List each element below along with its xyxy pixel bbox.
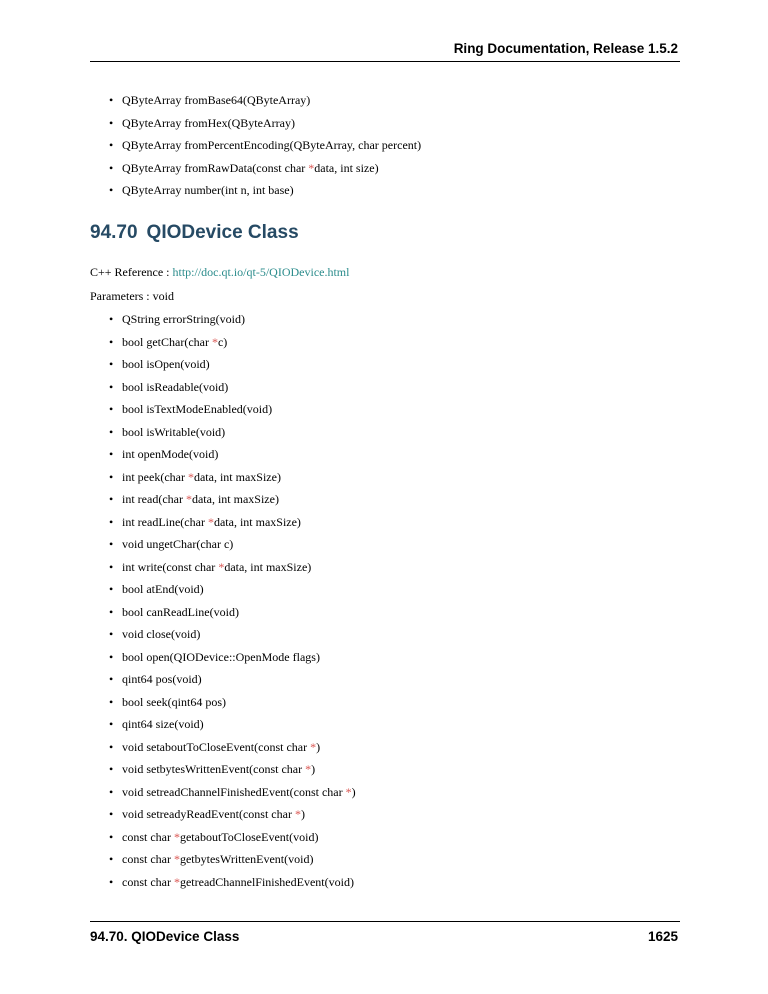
bullet-icon: • <box>109 469 114 484</box>
list-item <box>109 376 356 399</box>
list-item <box>109 533 356 556</box>
pointer-star: * <box>173 829 180 844</box>
cpp-reference-line <box>90 265 349 280</box>
list-item <box>109 89 421 112</box>
list-item <box>109 623 356 646</box>
item-text: int write(const char <box>122 559 219 574</box>
list-item <box>109 556 356 579</box>
item-text: QByteArray number(int n, int base) <box>122 183 294 197</box>
item-text: bool open(QIODevice::OpenMode flags) <box>122 649 320 664</box>
item-text: int read(char <box>122 492 186 506</box>
item-text: bool isReadable(void) <box>122 379 229 394</box>
item-text: bool isTextModeEnabled(void) <box>122 402 273 416</box>
item-text: const char <box>122 852 174 866</box>
bullet-icon: • <box>109 424 114 439</box>
list-item <box>109 758 356 781</box>
bullet-icon: • <box>109 138 114 152</box>
list-item <box>109 668 356 691</box>
item-text: QByteArray fromBase64(QByteArray) <box>122 93 311 107</box>
item-text: const char <box>122 829 174 844</box>
section-number: 94.70 <box>90 222 138 243</box>
list-item <box>109 826 356 849</box>
pointer-star: * <box>187 469 194 484</box>
pointer-star: * <box>308 160 315 175</box>
bullet-icon: • <box>109 357 114 371</box>
item-text: void setreadyReadEvent(const char <box>122 807 295 821</box>
list-item <box>109 353 356 376</box>
item-text: QByteArray fromHex(QByteArray) <box>122 115 295 130</box>
list-item <box>109 691 356 714</box>
bullet-icon: • <box>109 784 114 799</box>
method-list <box>109 308 356 893</box>
bullet-icon: • <box>109 807 114 821</box>
list-item <box>109 308 356 331</box>
pointer-star: * <box>218 559 225 574</box>
list-item <box>109 179 421 202</box>
bullet-icon: • <box>109 334 114 349</box>
item-text-tail: ) <box>300 807 305 821</box>
list-item <box>109 848 356 871</box>
item-text: bool atEnd(void) <box>122 582 204 596</box>
item-text: void setbytesWrittenEvent(const char <box>122 762 306 776</box>
bullet-icon: • <box>109 717 114 731</box>
bullet-icon: • <box>109 312 114 326</box>
item-text-tail: data, int maxSize) <box>193 469 281 484</box>
bullet-icon: • <box>109 672 114 686</box>
item-text-tail: getaboutToCloseEvent(void) <box>179 829 319 844</box>
bullet-icon: • <box>109 739 114 754</box>
list-item <box>109 421 356 444</box>
list-item <box>109 736 356 759</box>
item-text-tail: ) <box>316 739 321 754</box>
list-item <box>109 398 356 421</box>
bullet-icon: • <box>109 537 114 551</box>
bullet-icon: • <box>109 514 114 529</box>
header-rule <box>90 61 680 62</box>
list-item <box>109 443 356 466</box>
item-text: bool isOpen(void) <box>122 357 210 371</box>
bullet-icon: • <box>109 379 114 394</box>
list-item <box>109 871 356 894</box>
item-text: void setreadChannelFinishedEvent(const char <box>122 784 346 799</box>
item-text: bool getChar(char <box>122 334 212 349</box>
section-heading <box>90 222 299 244</box>
item-text: int peek(char <box>122 469 188 484</box>
list-item <box>109 601 356 624</box>
item-text: bool isWritable(void) <box>122 424 226 439</box>
bullet-icon: • <box>109 829 114 844</box>
item-text: int readLine(char <box>122 514 208 529</box>
item-text-tail: ) <box>311 762 316 776</box>
bullet-icon: • <box>109 559 114 574</box>
bullet-icon: • <box>109 762 114 776</box>
list-item <box>109 466 356 489</box>
item-text: bool seek(qint64 pos) <box>122 694 226 709</box>
reference-label: C++ Reference : <box>90 265 173 279</box>
bullet-icon: • <box>109 93 114 107</box>
item-text-tail: getreadChannelFinishedEvent(void) <box>179 874 354 889</box>
pointer-star: * <box>310 739 317 754</box>
bullet-icon: • <box>109 604 114 619</box>
bullet-icon: • <box>109 852 114 866</box>
list-item <box>109 646 356 669</box>
item-text-tail: data, int size) <box>314 160 379 175</box>
bullet-icon: • <box>109 492 114 506</box>
list-item <box>109 578 356 601</box>
item-text: const char <box>122 874 174 889</box>
bullet-icon: • <box>109 447 114 461</box>
bullet-icon: • <box>109 402 114 416</box>
section-title-text: QIODevice Class <box>146 222 299 243</box>
pointer-star: * <box>173 852 180 866</box>
item-text-tail: data, int maxSize) <box>191 492 279 506</box>
bullet-icon: • <box>109 582 114 596</box>
list-item <box>109 803 356 826</box>
bullet-icon: • <box>109 694 114 709</box>
item-text-tail: data, int maxSize) <box>224 559 312 574</box>
list-item <box>109 713 356 736</box>
item-text-tail: getbytesWrittenEvent(void) <box>179 852 314 866</box>
item-text: void close(void) <box>122 627 201 641</box>
pointer-star: * <box>211 334 218 349</box>
bullet-icon: • <box>109 160 114 175</box>
item-text: QByteArray fromPercentEncoding(QByteArray, char percent) <box>122 138 422 152</box>
item-text-tail: ) <box>351 784 356 799</box>
list-item <box>109 511 356 534</box>
list-item <box>109 781 356 804</box>
bullet-icon: • <box>109 874 114 889</box>
item-text: QByteArray fromRawData(const char <box>122 160 309 175</box>
parameters-line: Parameters : void <box>90 289 174 303</box>
method-list-continued <box>109 89 421 202</box>
bullet-icon: • <box>109 115 114 130</box>
list-item <box>109 331 356 354</box>
list-item <box>109 134 421 157</box>
page-number: 1625 <box>647 929 678 944</box>
item-text: bool canReadLine(void) <box>122 604 239 619</box>
item-text: qint64 pos(void) <box>122 672 202 686</box>
footer-rule <box>90 921 680 922</box>
item-text: qint64 size(void) <box>122 717 204 731</box>
pointer-star: * <box>294 807 301 821</box>
pointer-star: * <box>345 784 352 799</box>
pointer-star: * <box>305 762 312 776</box>
running-header: Ring Documentation, Release 1.5.2 <box>453 41 678 56</box>
item-text: void setaboutToCloseEvent(const char <box>122 739 311 754</box>
list-item <box>109 112 421 135</box>
item-text: int openMode(void) <box>122 447 219 461</box>
bullet-icon: • <box>109 183 114 197</box>
footer-section: 94.70. QIODevice Class <box>90 929 240 944</box>
pointer-star: * <box>185 492 192 506</box>
item-text-tail: data, int maxSize) <box>213 514 301 529</box>
item-text: void ungetChar(char c) <box>122 537 234 551</box>
bullet-icon: • <box>109 649 114 664</box>
item-text: QString errorString(void) <box>122 312 245 326</box>
pointer-star: * <box>207 514 214 529</box>
reference-link[interactable]: http://doc.qt.io/qt-5/QIODevice.html <box>172 265 350 279</box>
pointer-star: * <box>173 874 180 889</box>
list-item <box>109 157 421 180</box>
bullet-icon: • <box>109 627 114 641</box>
list-item <box>109 488 356 511</box>
item-text-tail: c) <box>217 334 228 349</box>
